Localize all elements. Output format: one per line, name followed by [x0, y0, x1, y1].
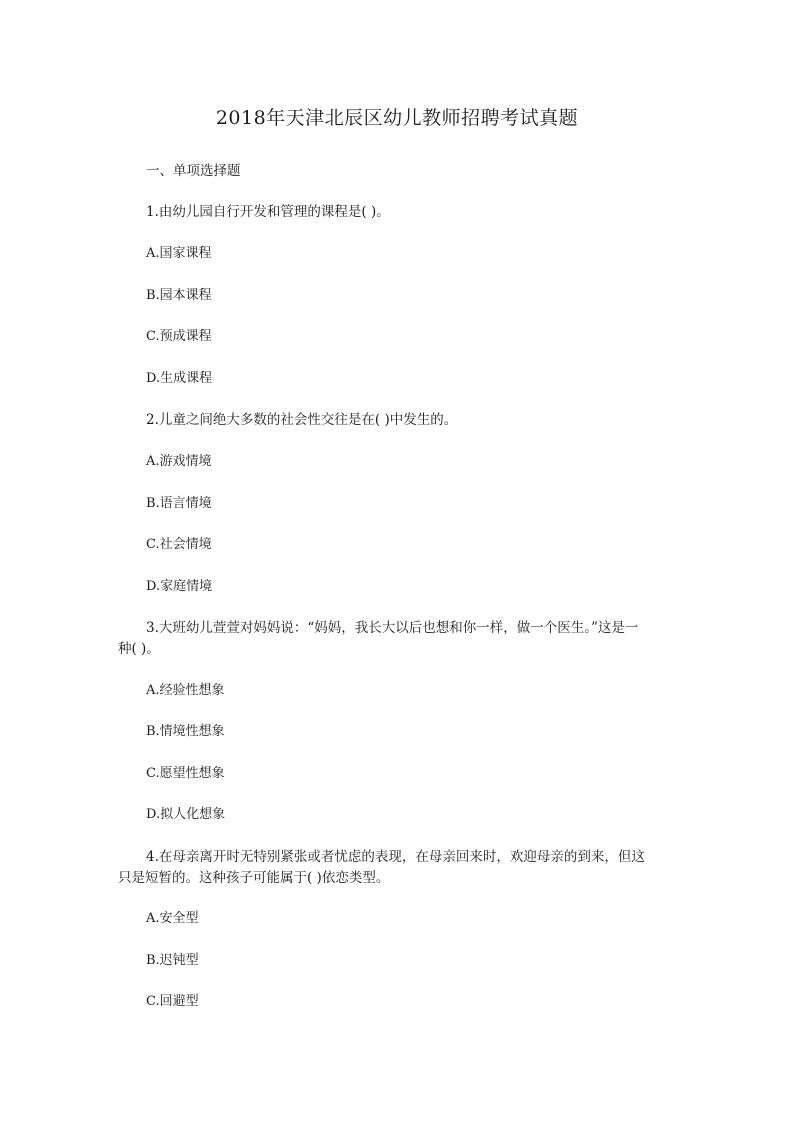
question-2-option-d: D.家庭情境	[146, 579, 213, 594]
question-2-option-a: A.游戏情境	[146, 454, 212, 469]
question-2-stem: 2.儿童之间绝大多数的社会性交往是在( )中发生的。	[146, 412, 458, 428]
question-1-option-a: A.国家课程	[146, 246, 212, 261]
question-1-option-d: D.生成课程	[146, 371, 213, 386]
question-3-option-b: B.情境性想象	[146, 724, 225, 739]
question-4-stem-line2: 只是短暂的。这种孩子可能属于( )依恋类型。	[118, 870, 390, 886]
section-heading: 一、单项选择题	[146, 163, 241, 179]
question-4-option-c: C.回避型	[146, 994, 199, 1009]
question-2-option-c: C.社会情境	[146, 537, 212, 552]
question-1-option-b: B.园本课程	[146, 288, 212, 303]
question-3-option-d: D.拟人化想象	[146, 807, 226, 822]
question-4-option-a: A.安全型	[146, 911, 199, 926]
question-4-stem-line1: 4.在母亲离开时无特别紧张或者忧虑的表现，在母亲回来时，欢迎母亲的到来，但这	[146, 849, 645, 865]
question-4-option-b: B.迟钝型	[146, 953, 199, 968]
question-3-stem-line1: 3.大班幼儿萱萱对妈妈说：“妈妈，我长大以后也想和你一样，做一个医生。”这是一	[146, 620, 639, 636]
question-3-option-a: A.经验性想象	[146, 683, 225, 698]
question-3-stem-line2: 种( )。	[118, 641, 160, 657]
question-2-option-b: B.语言情境	[146, 496, 212, 511]
document-title: 2018年天津北辰区幼儿教师招聘考试真题	[215, 107, 579, 129]
question-1-stem: 1.由幼儿园自行开发和管理的课程是( )。	[146, 204, 390, 220]
question-1-option-c: C.预成课程	[146, 329, 212, 344]
question-3-option-c: C.愿望性想象	[146, 766, 225, 781]
